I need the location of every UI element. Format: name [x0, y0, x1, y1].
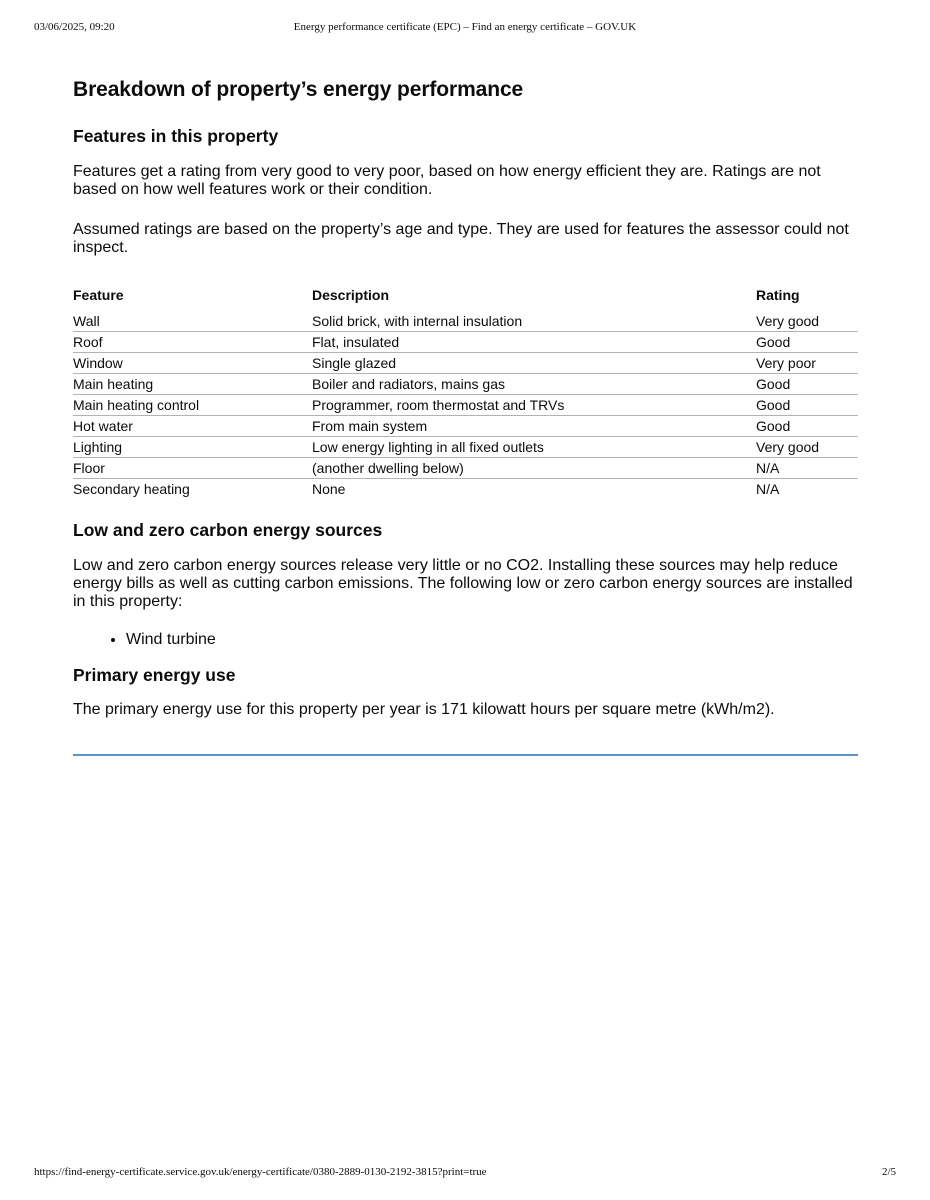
row-description: Low energy lighting in all fixed outlets: [312, 437, 756, 458]
row-feature: Hot water: [73, 416, 312, 437]
features-intro-2: Assumed ratings are based on the property’s age and type. They are used for features the assessor could not inspect.: [73, 221, 849, 256]
table-row: [73, 395, 858, 416]
row-description: Single glazed: [312, 353, 756, 374]
column-header-rating: Rating: [756, 287, 800, 303]
row-feature: Wall: [73, 311, 312, 332]
row-rating: Very good: [756, 311, 858, 332]
row-feature: Lighting: [73, 437, 312, 458]
row-description: (another dwelling below): [312, 458, 756, 479]
table-row: [73, 479, 858, 500]
print-header: [34, 21, 896, 35]
features-table: [73, 283, 858, 499]
row-rating: N/A: [756, 458, 858, 479]
row-rating: Good: [756, 416, 858, 437]
table-row: [73, 437, 858, 458]
row-description: Boiler and radiators, mains gas: [312, 374, 756, 395]
row-rating: Very poor: [756, 353, 858, 374]
table-row: [73, 311, 858, 332]
row-feature: Window: [73, 353, 312, 374]
table-row: [73, 458, 858, 479]
table-row: [73, 374, 858, 395]
row-rating: Good: [756, 332, 858, 353]
row-description: None: [312, 481, 346, 497]
row-description: From main system: [312, 416, 756, 437]
table-row: [73, 416, 858, 437]
row-feature: Secondary heating: [73, 481, 190, 497]
row-description: Programmer, room thermostat and TRVs: [312, 395, 756, 416]
list-item: • Wind turbine: [126, 630, 216, 650]
row-description: Flat, insulated: [312, 332, 756, 353]
print-footer: [34, 1166, 896, 1180]
row-feature: Main heating: [73, 374, 312, 395]
row-rating: Good: [756, 374, 858, 395]
table-row: [73, 353, 858, 374]
print-page-title: Energy performance certificate (EPC) – Find an energy certificate – GOV.UK: [293, 21, 637, 33]
row-rating: Good: [756, 395, 858, 416]
page-heading: Breakdown of property’s energy performance: [73, 78, 524, 101]
low-carbon-sources-list: [109, 630, 216, 650]
row-description: Solid brick, with internal insulation: [312, 311, 756, 332]
column-header-feature: Feature: [73, 287, 124, 303]
print-datetime: 03/06/2025, 09:20: [34, 21, 115, 33]
row-rating: N/A: [756, 481, 780, 497]
features-table-header-row: [73, 283, 858, 311]
print-page-number: 2/5: [881, 1166, 896, 1178]
features-heading: Features in this property: [73, 126, 279, 146]
row-feature: Roof: [73, 332, 312, 353]
table-row: [73, 332, 858, 353]
primary-energy-heading: Primary energy use: [73, 665, 236, 685]
primary-energy-body: The primary energy use for this property per year is 171 kilowatt hours per square metre (kWh/m2).: [73, 701, 775, 718]
column-header-description: Description: [312, 287, 390, 303]
low-carbon-heading: Low and zero carbon energy sources: [73, 520, 383, 540]
row-feature: Floor: [73, 458, 312, 479]
row-rating: Very good: [756, 437, 858, 458]
section-divider: [73, 754, 858, 756]
print-url: https://find-energy-certificate.service.gov.uk/energy-certificate/0380-2889-0130-2192-3815?print=true: [34, 1166, 487, 1178]
row-feature: Main heating control: [73, 395, 312, 416]
features-intro-1: Features get a rating from very good to very poor, based on how energy efficient they are. Ratings are not based on how well features work or their condition.: [73, 163, 821, 198]
low-carbon-body: Low and zero carbon energy sources release very little or no CO2. Installing these sources may help reduce energy bills as well as cutting carbon emissions. The following low or zero carbon energy sources are installed in this property:: [73, 557, 853, 610]
